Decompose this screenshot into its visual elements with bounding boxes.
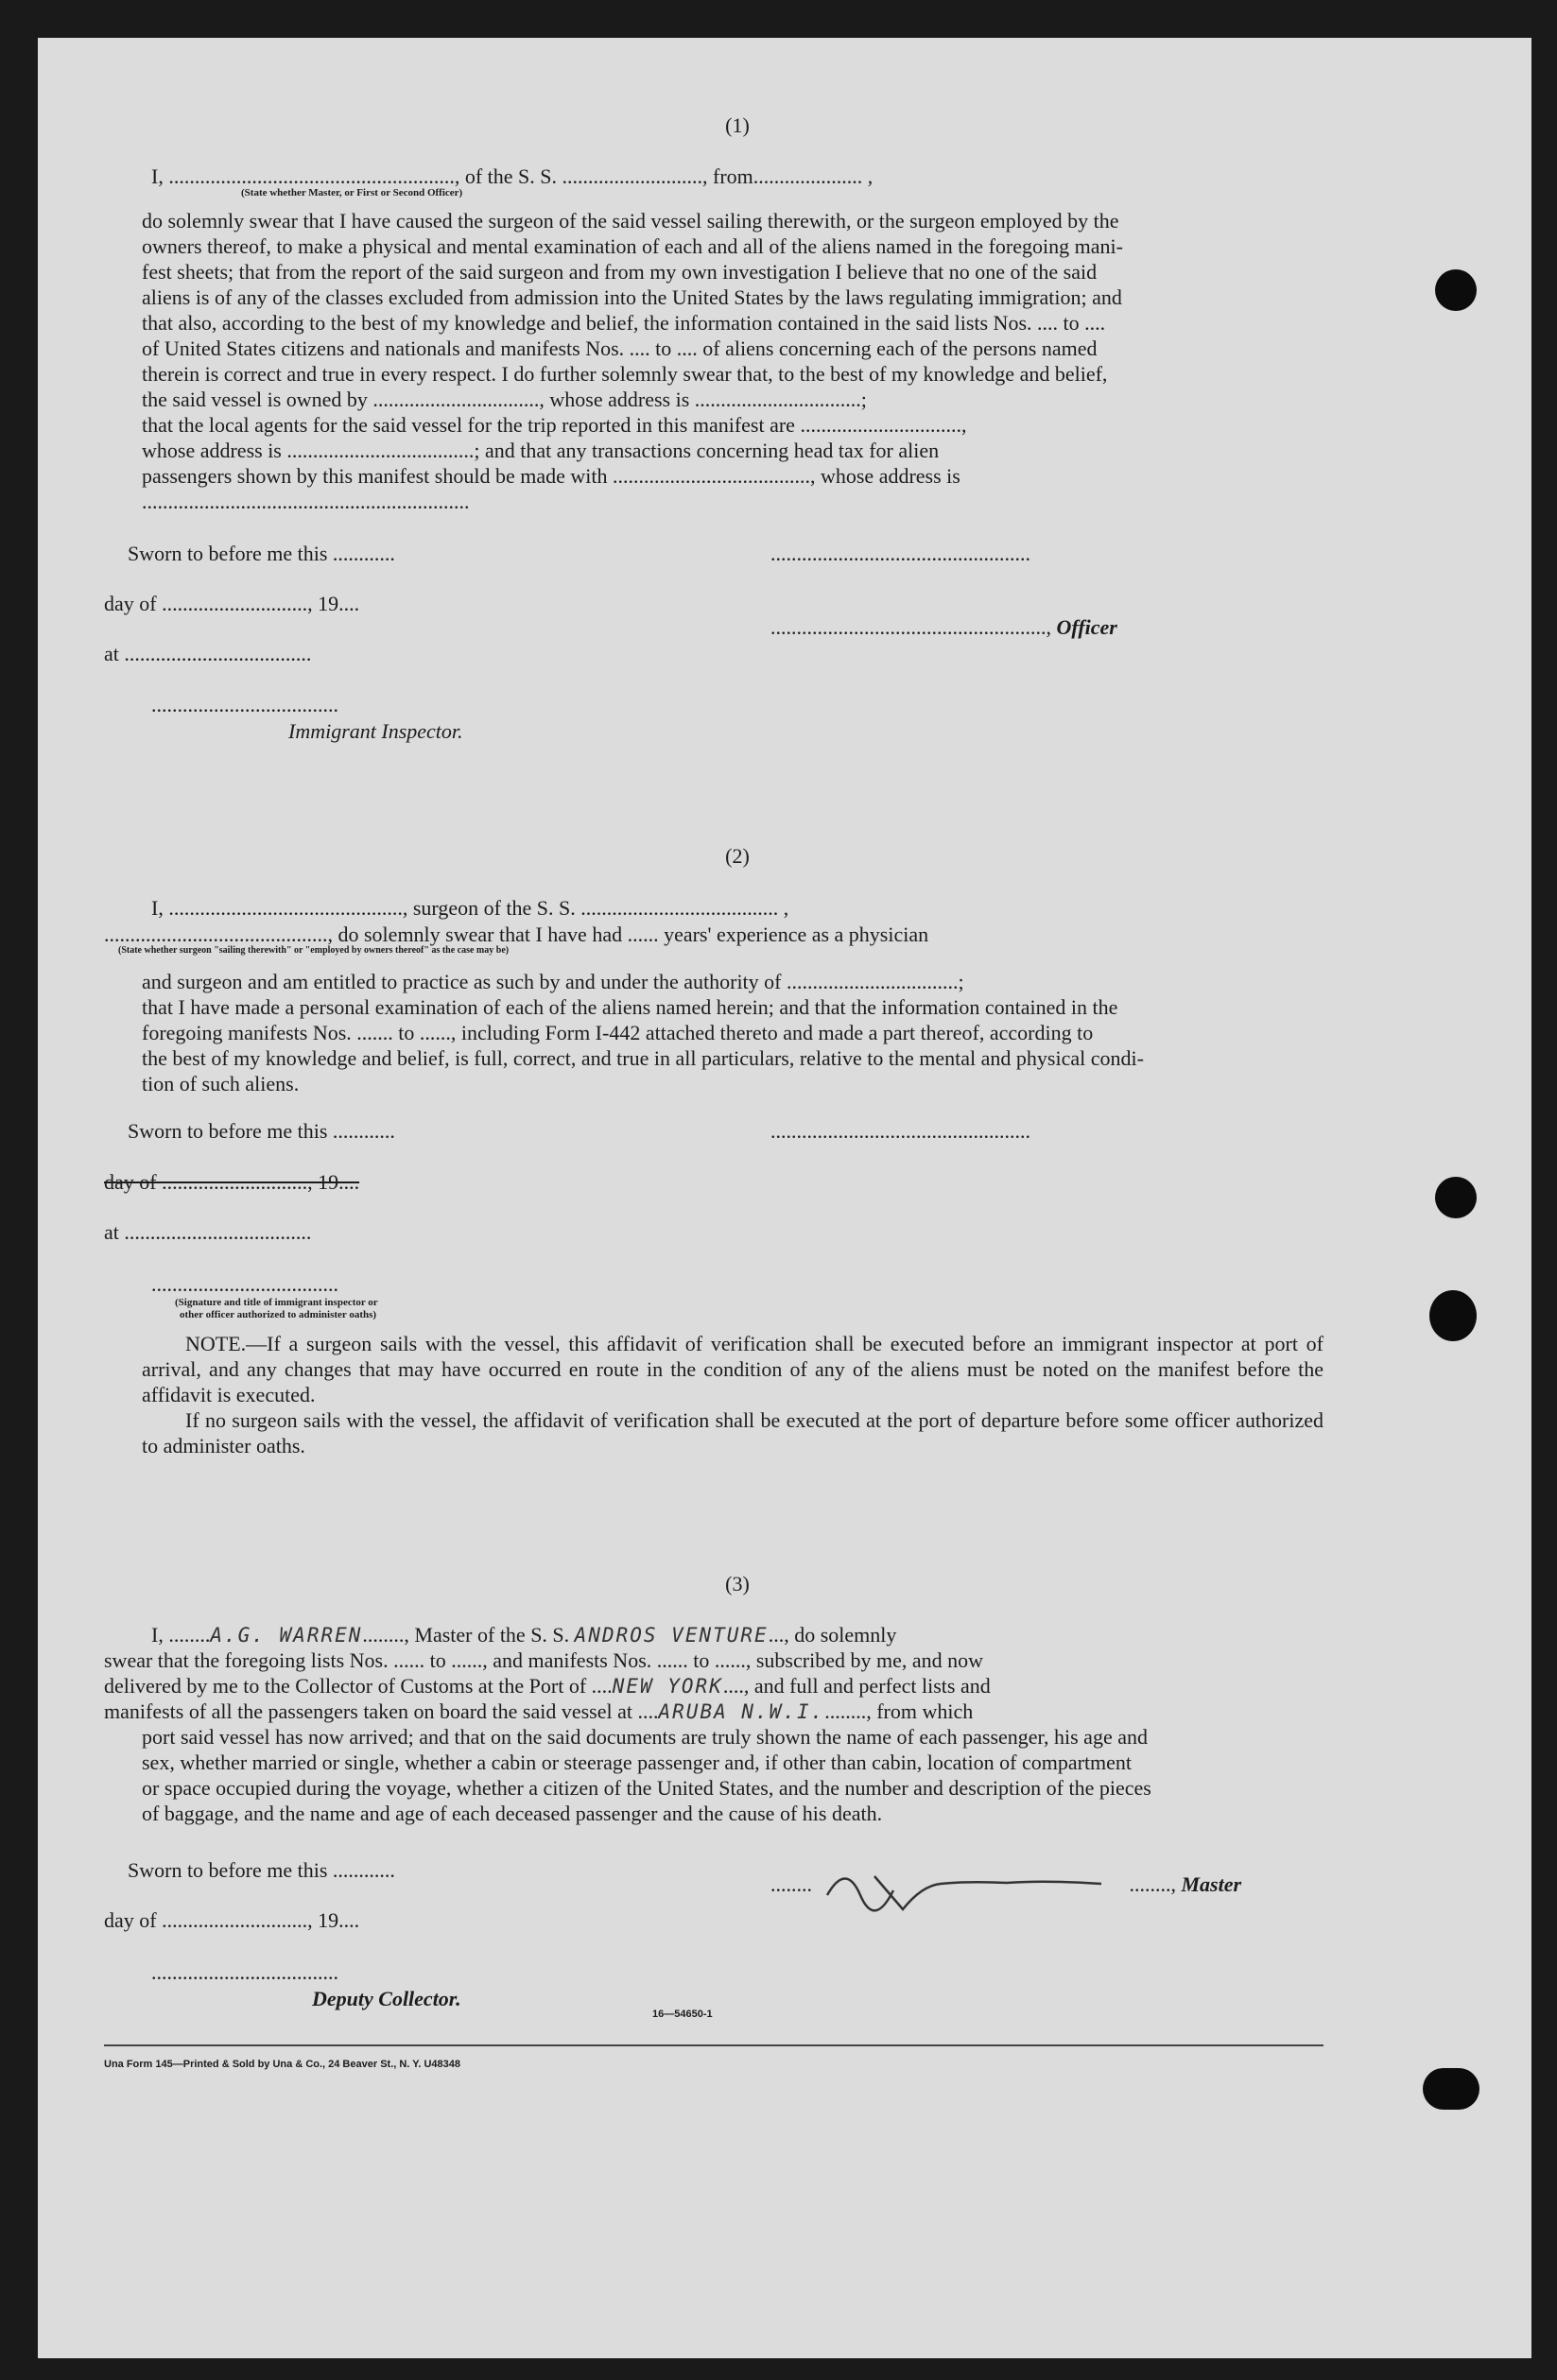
vessel-name-handwritten: ANDROS VENTURE	[574, 1624, 769, 1647]
section1-note: (State whether Master, or First or Second Officer)	[241, 187, 463, 198]
section2-number: (2)	[725, 844, 750, 868]
section1-body-line: of United States citizens and nationals and manifests Nos. .... to .... of aliens concerning each of the persons named	[142, 336, 1098, 360]
section1-body-line: ...............................................................	[142, 490, 470, 513]
section2-signature-line: ..................................................	[770, 1119, 1030, 1143]
punch-hole	[1435, 1177, 1477, 1218]
section3-body-line: of baggage, and the name and age of each deceased passenger and the cause of his death.	[142, 1802, 883, 1825]
section3-line-1: I, ........A.G. WARREN........, Master of the S. S. ANDROS VENTURE..., do solemnly	[151, 1623, 897, 1647]
section1-body-line: do solemnly swear that I have caused the surgeon of the said vessel sailing therewith, or the surgeon employed by the	[142, 209, 1119, 233]
note-paragraph-1: NOTE.—If a surgeon sails with the vessel, this affidavit of verification shall be executed before an immigrant inspector at port of arrival, and any changes that may have occurred en route in the condition of any of the aliens must be noted on the manifest before the affidavit is executed.	[142, 1332, 1323, 1406]
section2-body-line: tion of such aliens.	[142, 1072, 300, 1095]
section1-body-line: therein is correct and true in every respect. I do further solemnly swear that, to the best of my knowledge and belief,	[142, 362, 1108, 386]
officer-label: Officer	[1056, 615, 1117, 639]
section1-body-line: that also, according to the best of my knowledge and belief, the information contained in the said lists Nos. .... to ....	[142, 311, 1106, 335]
section2-signature-left-line: ....................................	[151, 1272, 338, 1296]
section1-at: at ....................................	[104, 642, 312, 665]
section1-body	[142, 208, 1323, 514]
section2-sworn: Sworn to before me this ............	[128, 1119, 395, 1143]
section2-first-line: I, ............................................., surgeon of the S. S. ...................................... ,	[151, 896, 789, 920]
section1-body-line: that the local agents for the said vessel for the trip reported in this manifest are ...............................,	[142, 413, 967, 437]
master-label: Master	[1181, 1872, 1242, 1896]
section1-body-line: fest sheets; that from the report of the said surgeon and from my own investigation I believe that no one of the said	[142, 260, 1098, 284]
master-signature	[818, 1857, 1130, 1914]
section2-body-line: that I have made a personal examination of each of the aliens named herein; and that the information contained in the	[142, 995, 1118, 1019]
section3-body-line: port said vessel has now arrived; and that on the said documents are truly shown the name of each passenger, his age and	[142, 1725, 1148, 1749]
section3-line-4: manifests of all the passengers taken on board the said vessel at ....ARUBA N.W.I........., from which	[104, 1699, 974, 1723]
master-signature-line: ........ ........, Master	[770, 1857, 1241, 1914]
immigrant-inspector-label: Immigrant Inspector.	[288, 719, 463, 743]
punch-hole	[1423, 2068, 1479, 2110]
section1-inspector-line: ....................................	[151, 693, 338, 716]
section2-body-line: foregoing manifests Nos. ....... to ......, including Form I-442 attached thereto and made a part thereof, according to	[142, 1021, 1094, 1044]
section2-sig-note-1: (Signature and title of immigrant inspector or	[175, 1297, 378, 1308]
section1-number: (1)	[725, 113, 750, 137]
collector-line: ....................................	[151, 1960, 338, 1984]
section1-signature-line: ..................................................	[770, 542, 1030, 565]
section2-day: day of ............................, 19....	[104, 1170, 360, 1194]
section2-body-line: and surgeon and am entitled to practice as such by and under the authority of .................................;	[142, 970, 964, 993]
printer-footer: Una Form 145—Printed & Sold by Una & Co., 24 Beaver St., N. Y. U48348	[104, 2059, 460, 2070]
section1-body-line: the said vessel is owned by ................................, whose address is ................................;	[142, 388, 867, 411]
section2-sig-note-2: other officer authorized to administer oaths)	[180, 1309, 377, 1320]
master-name-handwritten: A.G. WARREN	[210, 1624, 363, 1647]
section3-day: day of ............................, 19....	[104, 1908, 360, 1932]
bleed-through-text	[804, 80, 811, 112]
form-number: 16—54650-1	[652, 2009, 713, 2020]
section2-second-line: ..........................................., do solemnly swear that I have had ...... years' experience as a physician	[104, 923, 929, 946]
section2-note: (State whether surgeon "sailing therewith" or "employed by owners thereof" as the case may be)	[118, 945, 510, 956]
section3-sworn: Sworn to before me this ............	[128, 1858, 395, 1882]
punch-hole	[1429, 1290, 1477, 1341]
section1-body-line: aliens is of any of the classes excluded from admission into the United States by the laws regulating immigration; and	[142, 285, 1122, 309]
port-handwritten: NEW YORK	[612, 1675, 723, 1698]
section1-body-line: passengers shown by this manifest should be made with ......................................, whose address is	[142, 464, 960, 488]
section1-officer-line: ....................................................., Officer	[770, 615, 1117, 639]
section1-body-line: owners thereof, to make a physical and mental examination of each and all of the aliens named in the foregoing mani-	[142, 234, 1123, 258]
section2-body	[142, 969, 1323, 1096]
section1-day: day of ............................, 19....	[104, 592, 360, 615]
section3-line-3: delivered by me to the Collector of Customs at the Port of ....NEW YORK...., and full and perfect lists and	[104, 1674, 991, 1698]
signature-scribble-icon	[818, 1857, 1120, 1914]
section2-body-line: the best of my knowledge and belief, is full, correct, and true in all particulars, relative to the mental and physical condi-	[142, 1046, 1144, 1070]
document-page	[38, 38, 1531, 2358]
section3-body	[142, 1724, 1323, 1826]
section1-sworn: Sworn to before me this ............	[128, 542, 395, 565]
section3-line-2: swear that the foregoing lists Nos. ...... to ......, and manifests Nos. ...... to ......, subscribed by me, and now	[104, 1648, 983, 1672]
punch-hole	[1435, 269, 1477, 311]
section3-body-line: sex, whether married or single, whether a cabin or steerage passenger and, if other than cabin, location of compartment	[142, 1751, 1133, 1774]
section2-at: at ....................................	[104, 1220, 312, 1244]
section3-number: (3)	[725, 1572, 750, 1595]
section1-first-line: I, ......................................................., of the S. S. ..........................., from..................... ,	[151, 164, 874, 188]
section1-body-line: whose address is ....................................; and that any transactions concerning head tax for alien	[142, 439, 940, 462]
deputy-collector-label: Deputy Collector.	[312, 1987, 461, 2010]
footer-divider	[104, 2044, 1323, 2046]
section3-body-line: or space occupied during the voyage, whether a citizen of the United States, and the number and description of the pieces	[142, 1776, 1151, 1800]
note-paragraph-2: If no surgeon sails with the vessel, the affidavit of verification shall be executed at the port of departure before some officer authorized to administer oaths.	[142, 1408, 1323, 1457]
departure-port-handwritten: ARUBA N.W.I.	[658, 1700, 825, 1723]
